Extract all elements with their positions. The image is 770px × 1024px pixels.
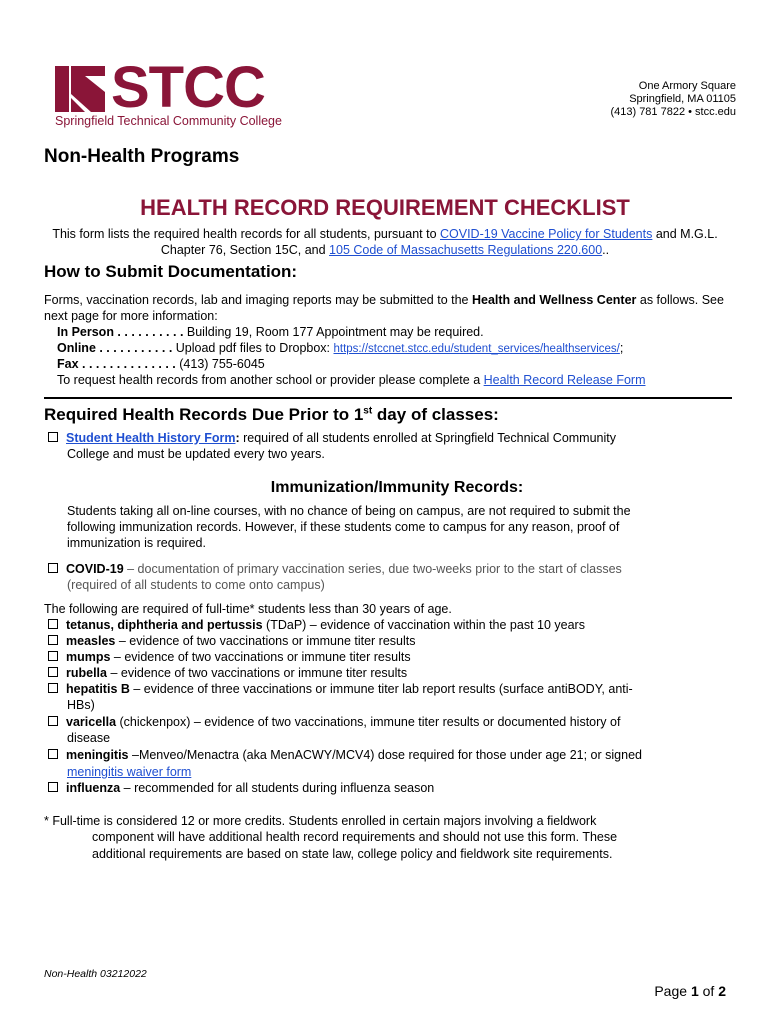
- immunization-heading: Immunization/Immunity Records:: [270, 479, 524, 496]
- form-code: Non-Health 03212022: [44, 968, 147, 980]
- in-person-value: Building 19, Room 177 Appointment may be required.: [183, 325, 484, 339]
- meningitis-waiver-link[interactable]: meningitis waiver form: [67, 765, 192, 779]
- immunization-item: [48, 681, 633, 697]
- checkbox[interactable]: [48, 683, 58, 693]
- dropbox-link[interactable]: https://stccnet.stcc.edu/student_services/healthservices/: [333, 343, 620, 355]
- divider: [44, 397, 732, 399]
- item-name: tetanus, diphtheria and pertussis: [66, 618, 263, 632]
- required-heading-text: day of classes:: [372, 405, 499, 424]
- online-note-line: following immunization records. However, if these students come to campus for any reason, proof of: [67, 520, 620, 534]
- page-current: 1: [690, 983, 699, 999]
- online-value: Upload pdf files to Dropbox:: [172, 341, 334, 355]
- programs-label: Non-Health Programs: [44, 146, 240, 167]
- item-text: – evidence of two vaccinations or immune titer results: [115, 634, 416, 648]
- checkbox[interactable]: [48, 432, 58, 442]
- fax-label: Fax . . . . . . . . . . . . . .: [57, 357, 176, 371]
- immunization-item: [48, 714, 620, 730]
- checkbox[interactable]: [48, 749, 58, 759]
- item-name: hepatitis B: [66, 682, 130, 696]
- history-colon: :: [235, 431, 240, 445]
- checkbox[interactable]: [48, 782, 58, 792]
- immunization-item: [48, 665, 407, 681]
- item-name: varicella: [66, 715, 117, 729]
- online-row: [57, 340, 623, 357]
- page-of: of: [698, 983, 719, 999]
- address-line: Springfield, MA 01105: [629, 93, 736, 105]
- cmr-link[interactable]: 105 Code of Massachusetts Regulations 220.600: [329, 243, 603, 257]
- page-prefix: Page: [654, 983, 691, 999]
- item-text: – evidence of two vaccinations or immune titer results: [110, 650, 411, 664]
- item-text: – evidence of two vaccinations or immune titer results: [107, 666, 408, 680]
- item-cont: disease: [67, 731, 111, 745]
- intro-text-part: ..: [602, 243, 610, 257]
- in-person-label: In Person . . . . . . . . . .: [57, 325, 184, 339]
- item-name: measles: [66, 634, 116, 648]
- page-number: [654, 983, 726, 999]
- logo-wordmark: STCC: [111, 55, 265, 120]
- logo-subtitle: Springfield Technical Community College: [55, 114, 282, 128]
- fax-value: (413) 755-6045: [175, 357, 265, 371]
- submit-text: as follows. See next page for more information:: [44, 293, 724, 323]
- history-text: required of all students enrolled at Springfield Technical Community: [239, 431, 617, 445]
- required-heading-text: Required Health Records Due Prior to 1: [44, 405, 364, 424]
- checkbox[interactable]: [48, 716, 58, 726]
- covid-row: [48, 561, 622, 577]
- footnote-line: component will have additional health record requirements and should not use this form. These: [92, 830, 618, 844]
- request-row: [57, 372, 646, 388]
- immunization-item: [48, 747, 642, 763]
- covid-policy-link[interactable]: COVID-19 Vaccine Policy for Students: [440, 227, 653, 241]
- checkbox[interactable]: [48, 563, 58, 573]
- covid-text: – documentation of primary vaccination series, due two-weeks prior to the start of classes: [123, 562, 622, 576]
- health-center-name: Health and Wellness Center: [471, 293, 637, 307]
- history-row-cont: College and must be updated every two years.: [67, 447, 325, 461]
- footnote-line: additional requirements are based on state law, college policy and fieldwork site requirements.: [92, 847, 613, 861]
- fulltime-intro: The following are required of full-time* students less than 30 years of age.: [44, 602, 452, 616]
- submit-text: Forms, vaccination records, lab and imaging reports may be submitted to the: [44, 293, 472, 307]
- immunization-item: [48, 633, 416, 649]
- covid-row-cont: (required of all students to come onto campus): [67, 578, 325, 592]
- release-form-link[interactable]: Health Record Release Form: [483, 373, 646, 387]
- required-heading-sup: st: [363, 405, 373, 417]
- address-line: One Armory Square: [638, 80, 736, 92]
- address-line: (413) 781 7822 • stcc.edu: [610, 106, 736, 118]
- online-note-line: immunization is required.: [67, 536, 206, 550]
- covid-label: COVID-19: [66, 562, 124, 576]
- required-heading: [44, 405, 499, 425]
- footnote-line: * Full-time is considered 12 or more credits. Students enrolled in certain majors involving a fieldwork: [44, 814, 597, 828]
- request-text: To request health records from another school or provider please complete a: [57, 373, 484, 387]
- address-block: [610, 80, 736, 119]
- online-end: ;: [619, 341, 624, 355]
- checkbox[interactable]: [48, 619, 58, 629]
- submit-heading: How to Submit Documentation:: [44, 262, 298, 281]
- health-history-form-link[interactable]: Student Health History Form: [66, 431, 236, 445]
- online-label: Online . . . . . . . . . . .: [57, 341, 173, 355]
- checkbox[interactable]: [48, 635, 58, 645]
- item-text: – recommended for all students during influenza season: [120, 781, 435, 795]
- checkbox[interactable]: [48, 667, 58, 677]
- intro-text: [40, 226, 730, 258]
- history-row: [48, 430, 616, 446]
- immunization-item: [48, 780, 434, 796]
- immunization-item: [48, 617, 585, 633]
- item-name: influenza: [66, 781, 121, 795]
- intro-text-part: and M.G.L. Chapter 76, Section 15C, and: [160, 227, 718, 257]
- item-cont: HBs): [67, 698, 95, 712]
- item-name: meningitis: [66, 748, 129, 762]
- item-name: mumps: [66, 650, 111, 664]
- item-name: rubella: [66, 666, 107, 680]
- online-note-line: Students taking all on-line courses, with no chance of being on campus, are not required to submit the: [67, 504, 631, 518]
- stcc-logo-icon: [55, 66, 105, 112]
- item-text: (chickenpox) – evidence of two vaccinations, immune titer results or documented history of: [116, 715, 621, 729]
- fax-row: [57, 356, 265, 372]
- checkbox[interactable]: [48, 651, 58, 661]
- in-person-row: [57, 324, 484, 340]
- page-title: HEALTH RECORD REQUIREMENT CHECKLIST: [140, 195, 630, 220]
- item-cont: [67, 764, 191, 780]
- item-text: –Menveo/Menactra (aka MenACWY/MCV4) dose required for those under age 21; or signed: [128, 748, 642, 762]
- intro-text-part: This form lists the required health records for all students, pursuant to: [52, 227, 440, 241]
- item-text: (TDaP) – evidence of vaccination within the past 10 years: [262, 618, 585, 632]
- page-total: 2: [718, 983, 726, 999]
- submit-paragraph: [44, 292, 734, 324]
- immunization-item: [48, 649, 411, 665]
- item-text: – evidence of three vaccinations or immune titer lab report results (surface antiBODY, anti-: [129, 682, 633, 696]
